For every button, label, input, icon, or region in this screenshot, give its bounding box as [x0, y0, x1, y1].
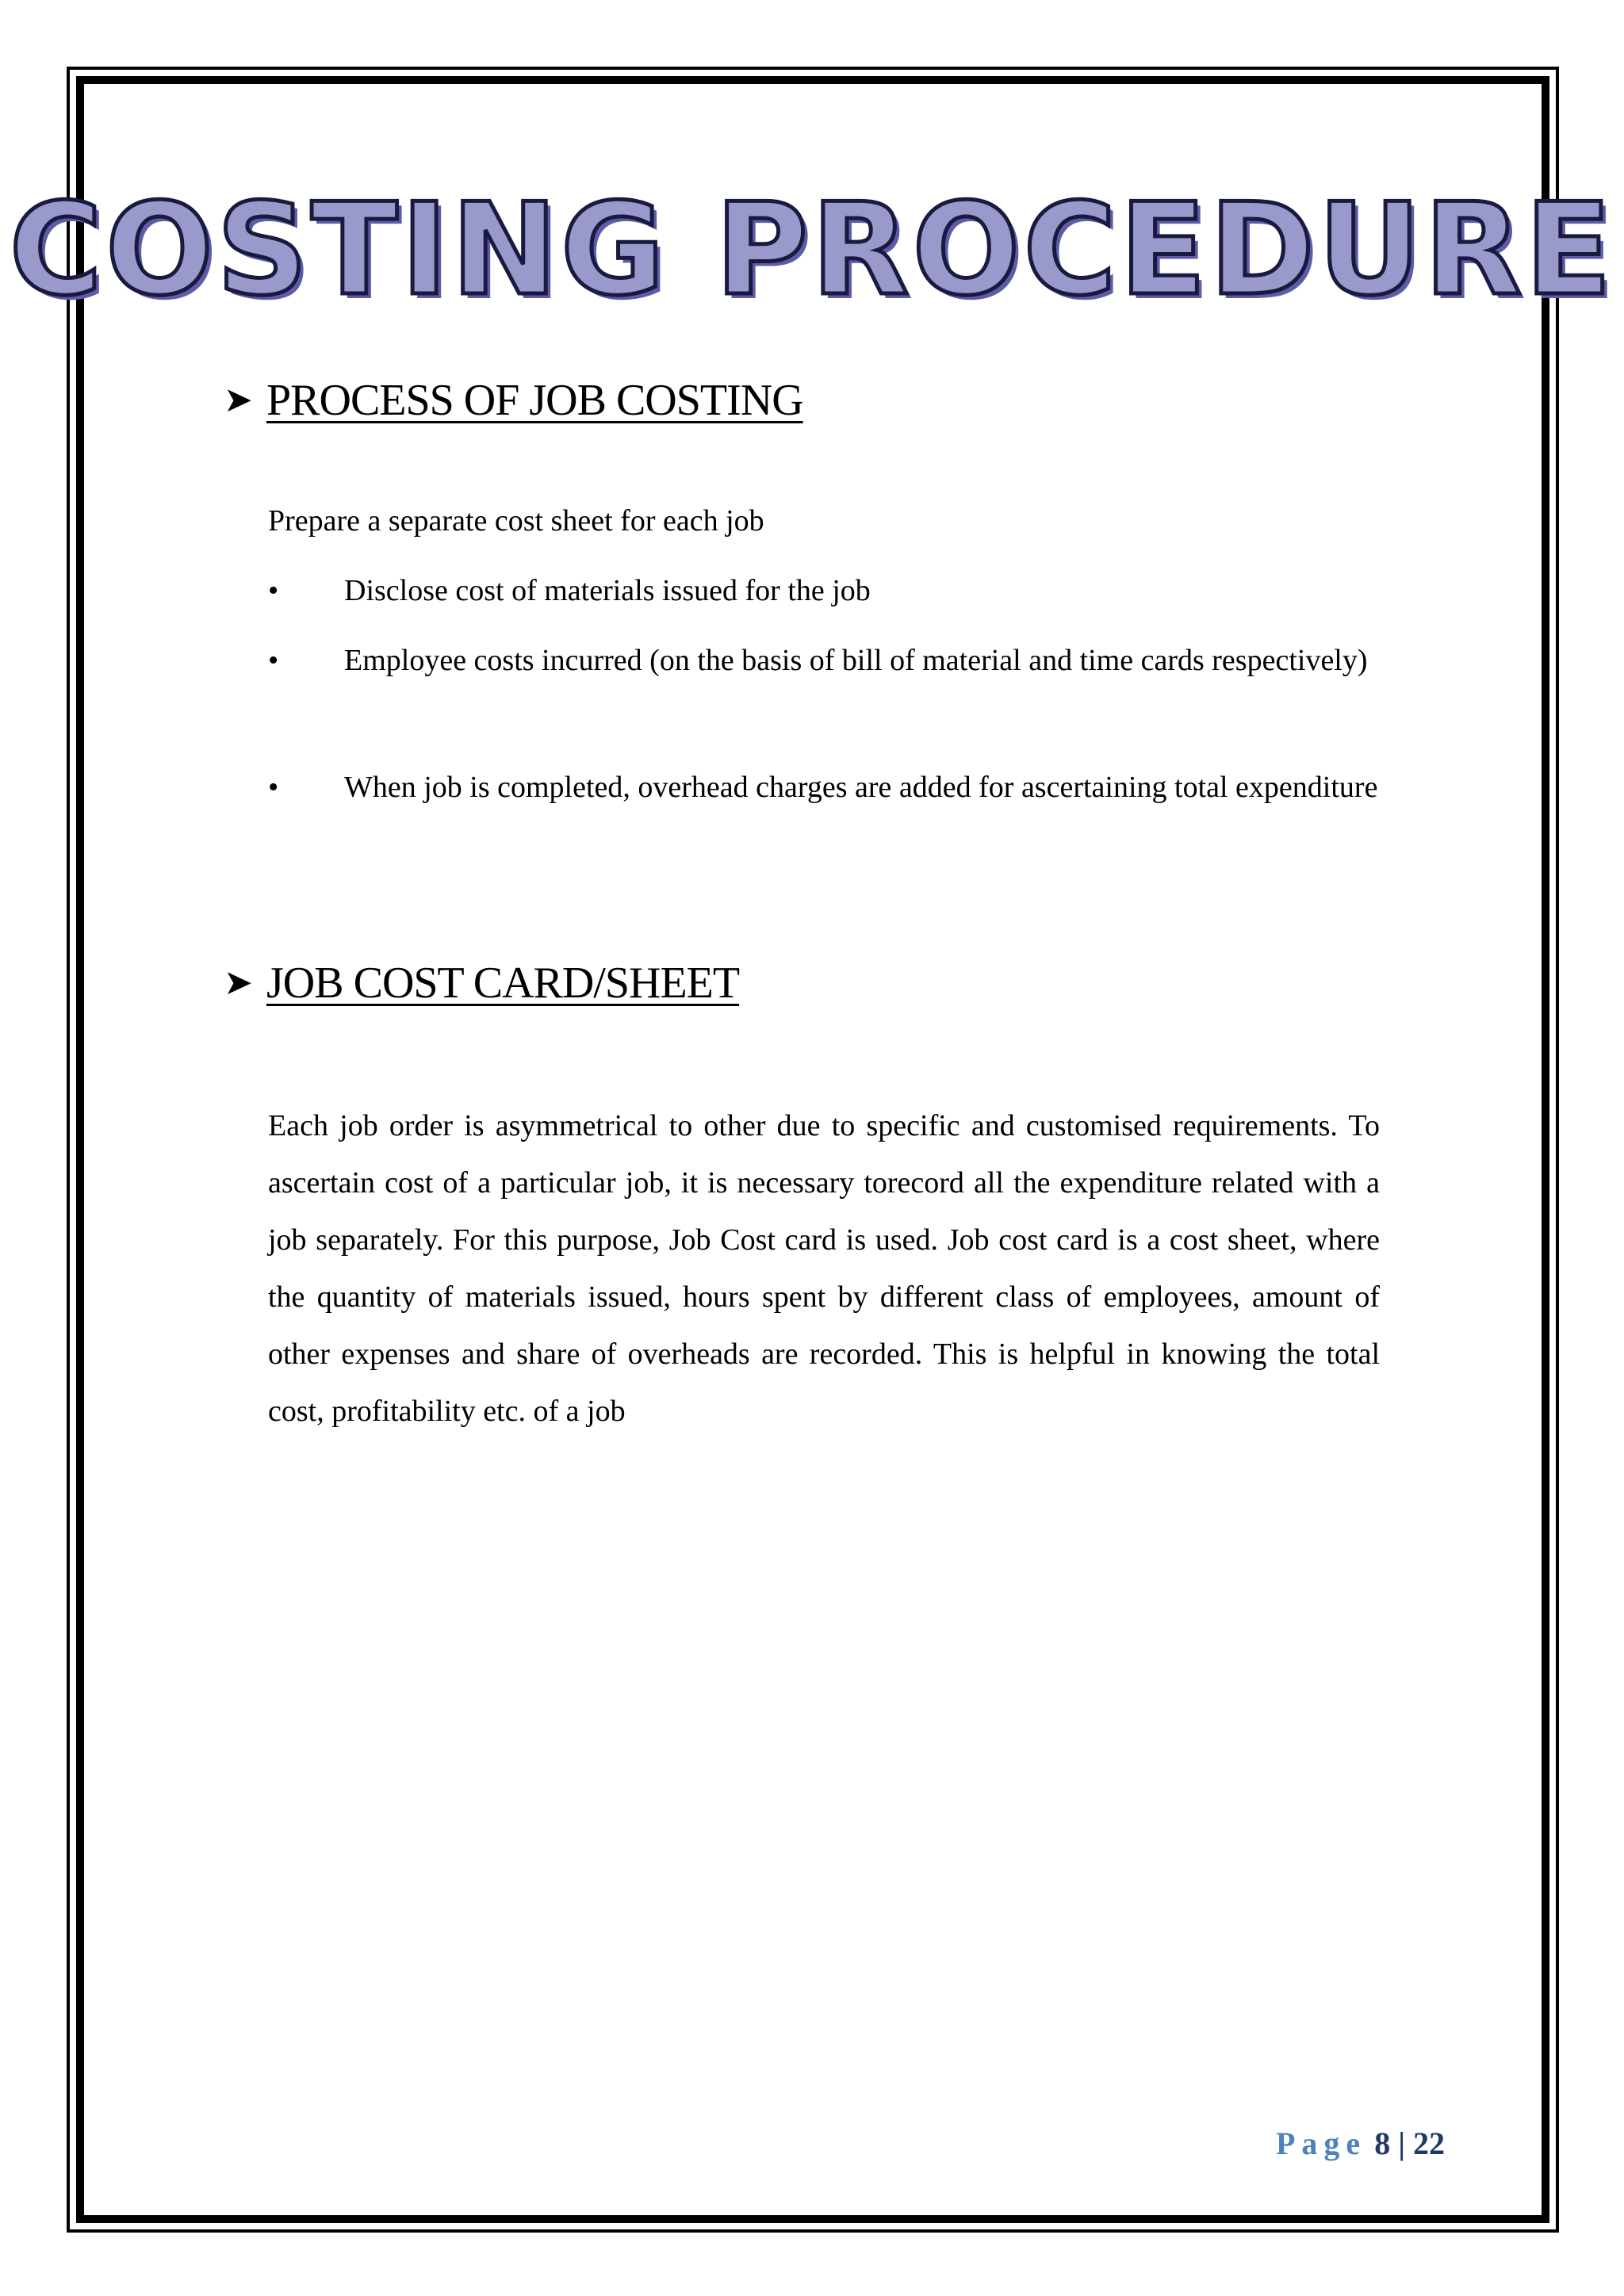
page-separator: |	[1398, 2126, 1405, 2161]
list-item-text: Employee costs incurred (on the basis of bill of material and time cards respectively)	[344, 644, 1368, 677]
bullet-icon: •	[268, 771, 279, 804]
section-heading-job-cost-card	[224, 955, 739, 1011]
list-item-text: When job is completed, overhead charges are added for ascertaining total expenditure	[344, 771, 1378, 804]
section-heading-process-of-job-costing	[224, 373, 803, 428]
bullet-icon: •	[268, 644, 279, 677]
page-total: 22	[1413, 2126, 1445, 2161]
page-number	[1276, 2125, 1445, 2162]
section-heading-text: PROCESS OF JOB COSTING	[266, 376, 803, 425]
arrowhead-bullet-icon: ➤	[224, 380, 253, 420]
section-intro: Prepare a separate cost sheet for each job	[268, 504, 764, 538]
list-item-text: Disclose cost of materials issued for the job	[344, 574, 871, 607]
list-item	[268, 760, 1380, 815]
list-item	[268, 633, 1380, 688]
bullet-icon: •	[268, 574, 279, 607]
list-item	[268, 563, 1380, 618]
document-title: COSTING PROCEDURE	[9, 175, 1615, 323]
page-current: 8	[1374, 2126, 1391, 2161]
arrowhead-bullet-icon: ➤	[224, 962, 253, 1003]
page-label: Page	[1276, 2126, 1367, 2161]
section-paragraph: Each job order is asymmetrical to other due to specific and customised requirements. To ascertain cost of a particular job, it is necessary torecord all the expenditure related with a job separately. For this purpose, Job Cost card is used. Job cost card is a cost sheet, where the quantity of materials issued, hours spent by different class of employees, amount of other expenses and share of overheads are recorded. This is helpful in knowing the total cost, profitability etc. of a job	[268, 1109, 1380, 1428]
section-heading-text: JOB COST CARD/SHEET	[266, 959, 740, 1008]
